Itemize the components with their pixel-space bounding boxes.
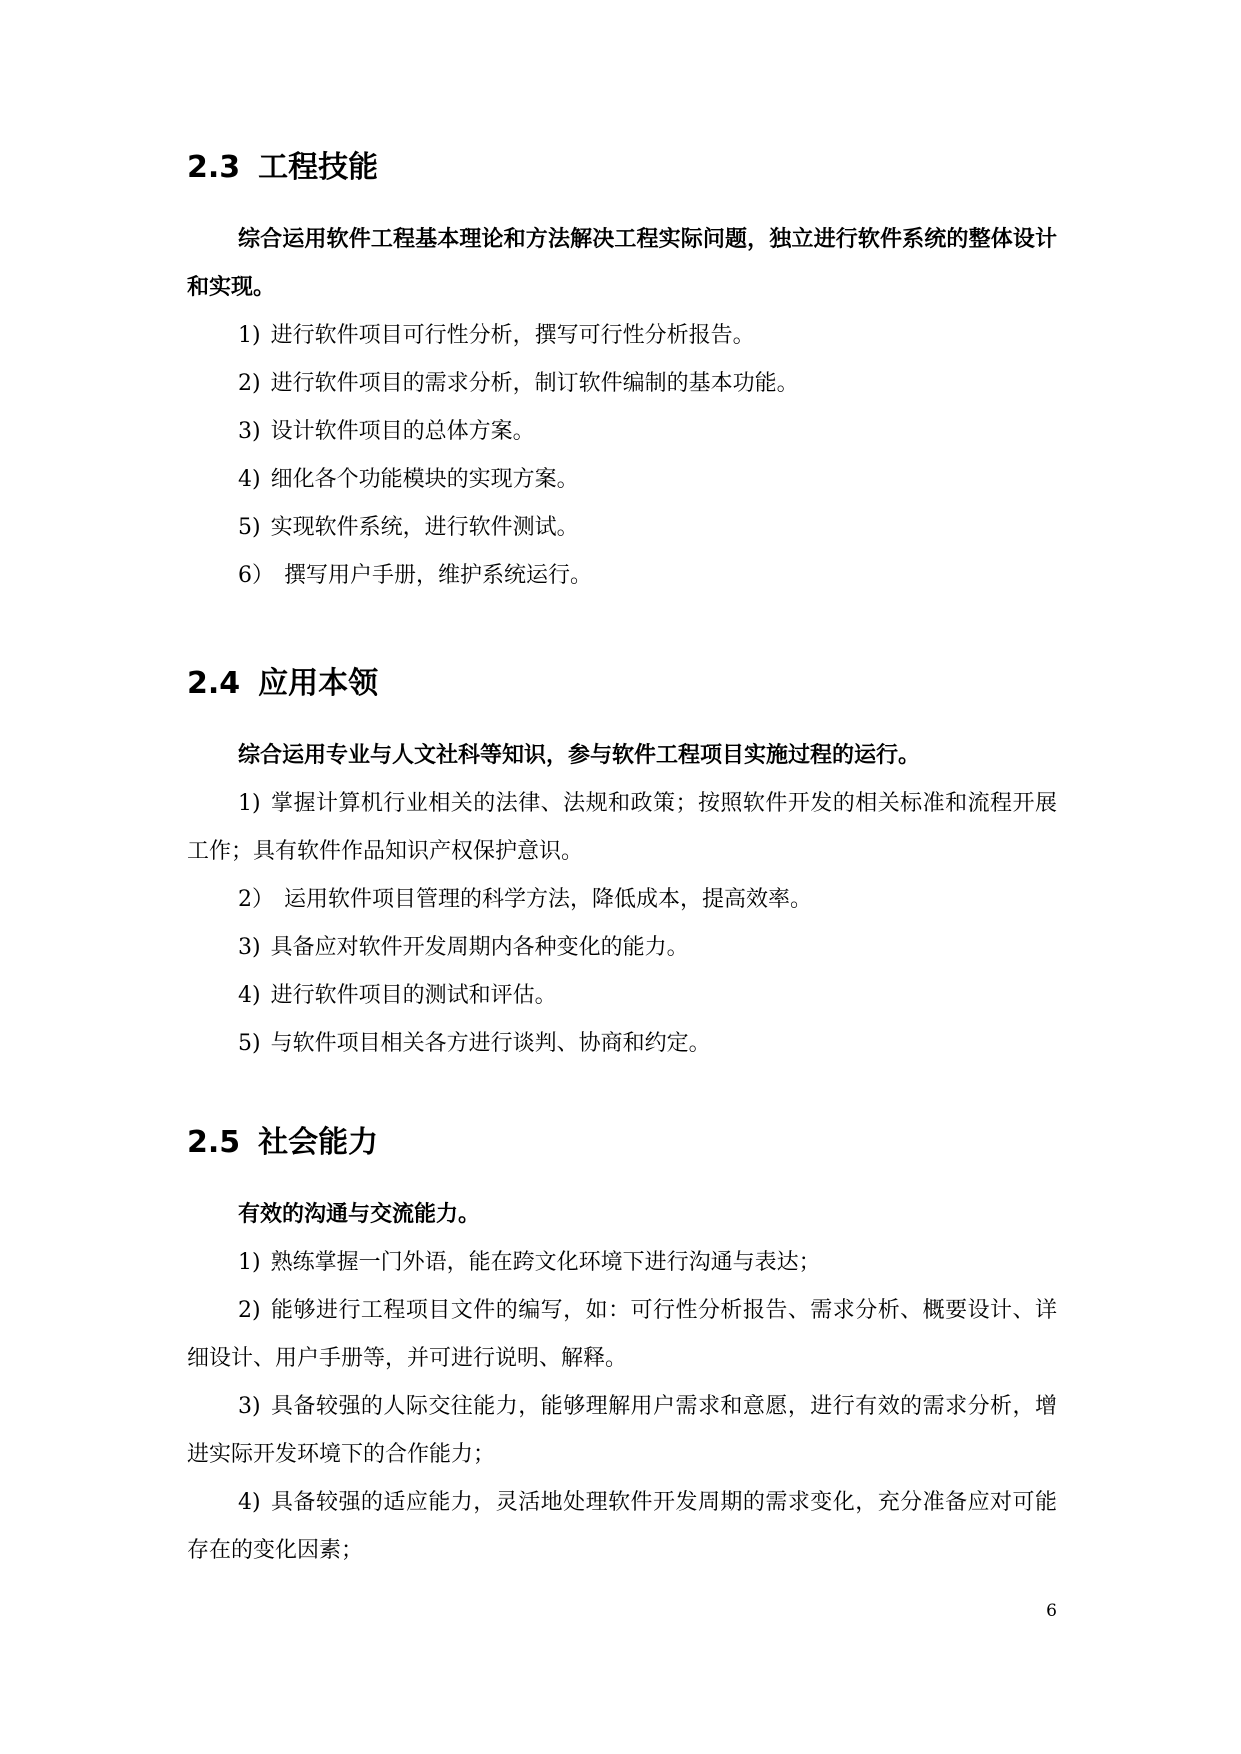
list-item <box>187 360 1057 408</box>
list-marker: 6） <box>238 563 274 588</box>
list-marker: 4) <box>238 1490 261 1515</box>
section-heading <box>187 1123 1057 1163</box>
list-item <box>187 924 1057 972</box>
list-item <box>187 552 1057 600</box>
list-marker: 2) <box>238 371 261 396</box>
list-item <box>187 408 1057 456</box>
list-item-text: 进行软件项目的测试和评估。 <box>270 983 557 1008</box>
list-marker: 5) <box>238 515 261 540</box>
list-marker: 4) <box>238 983 261 1008</box>
list-item <box>187 312 1057 360</box>
section-social-ability <box>187 1123 1057 1575</box>
section-number: 2.5 <box>187 1125 241 1160</box>
list-marker: 1) <box>238 1250 261 1275</box>
list-item-text: 进行软件项目可行性分析，撰写可行性分析报告。 <box>270 323 755 348</box>
section-title: 社会能力 <box>258 1125 379 1160</box>
list-item-text: 撰写用户手册，维护系统运行。 <box>284 563 593 588</box>
list-item-text: 具备应对软件开发周期内各种变化的能力。 <box>270 935 689 960</box>
list-item <box>187 456 1057 504</box>
list-marker: 3) <box>238 935 261 960</box>
list-item <box>187 1020 1057 1068</box>
list-item-text: 细化各个功能模块的实现方案。 <box>270 467 579 492</box>
list-marker: 2） <box>238 887 274 912</box>
list-item <box>187 972 1057 1020</box>
list-marker: 3) <box>238 419 261 444</box>
list-item <box>187 1479 1057 1575</box>
list-item-text: 掌握计算机行业相关的法律、法规和政策；按照软件开发的相关标准和流程开展工作；具有软件作品知识产权保护意识。 <box>187 791 1057 864</box>
list-marker: 4) <box>238 467 261 492</box>
list-item-text: 实现软件系统，进行软件测试。 <box>270 515 579 540</box>
section-heading <box>187 664 1057 704</box>
list-item-text: 设计软件项目的总体方案。 <box>270 419 535 444</box>
list-marker: 5) <box>238 1031 261 1056</box>
section-engineering-skills <box>187 148 1057 600</box>
list-item <box>187 504 1057 552</box>
section-lead: 有效的沟通与交流能力。 <box>238 1202 481 1227</box>
section-heading <box>187 148 1057 188</box>
section-lead: 综合运用专业与人文社科等知识，参与软件工程项目实施过程的运行。 <box>238 743 921 768</box>
page-number: 6 <box>1046 1601 1057 1621</box>
section-title: 应用本领 <box>258 666 379 701</box>
section-lead: 综合运用软件工程基本理论和方法解决工程实际问题，独立进行软件系统的整体设计和实现。 <box>187 227 1057 300</box>
list-item-text: 具备较强的适应能力，灵活地处理软件开发周期的需求变化，充分准备应对可能存在的变化因素； <box>187 1490 1057 1563</box>
list-item-text: 运用软件项目管理的科学方法，降低成本，提高效率。 <box>284 887 813 912</box>
list-item <box>187 1383 1057 1479</box>
list-item-text: 能够进行工程项目文件的编写，如：可行性分析报告、需求分析、概要设计、详细设计、用户手册等，并可进行说明、解释。 <box>187 1298 1057 1371</box>
section-number: 2.3 <box>187 150 241 185</box>
section-title: 工程技能 <box>258 150 379 185</box>
list-marker: 1) <box>238 323 261 348</box>
list-item-text: 熟练掌握一门外语，能在跨文化环境下进行沟通与表达； <box>270 1250 821 1275</box>
list-item <box>187 1239 1057 1287</box>
list-marker: 1) <box>238 791 261 816</box>
list-marker: 3) <box>238 1394 261 1419</box>
list-item <box>187 780 1057 876</box>
list-item-text: 与软件项目相关各方进行谈判、协商和约定。 <box>270 1031 711 1056</box>
section-number: 2.4 <box>187 666 241 701</box>
list-item <box>187 1287 1057 1383</box>
list-item-text: 具备较强的人际交往能力，能够理解用户需求和意愿，进行有效的需求分析，增进实际开发环境下的合作能力； <box>187 1394 1057 1467</box>
list-item-text: 进行软件项目的需求分析，制订软件编制的基本功能。 <box>270 371 799 396</box>
section-application-ability <box>187 664 1057 1068</box>
list-marker: 2) <box>238 1298 261 1323</box>
list-item <box>187 876 1057 924</box>
